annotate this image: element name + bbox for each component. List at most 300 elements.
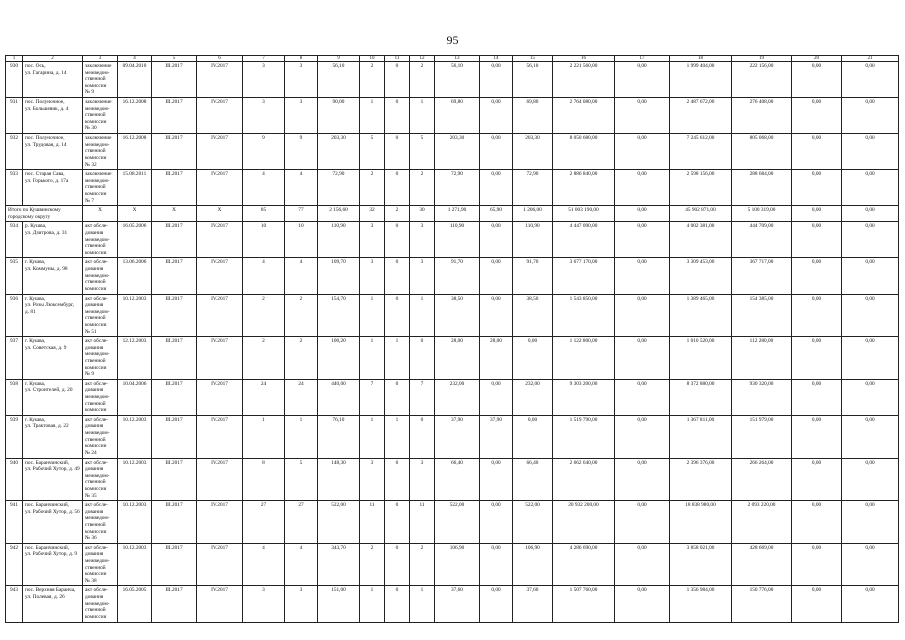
table-cell-c16: 8 050 680,00 <box>553 134 615 170</box>
table-cell-c8: 4 <box>285 170 318 206</box>
table-cell-c21: 0,00 <box>842 98 899 134</box>
table-cell-c17: 0,00 <box>615 62 670 98</box>
table-cell-c19: 428 669,00 <box>732 543 792 586</box>
column-number-cell: 5 <box>152 56 197 62</box>
table-cell-c7: 3 <box>243 62 285 98</box>
table-cell-date: 16.05.2005 <box>118 586 152 622</box>
table-cell-c6: IV.2017 <box>197 543 243 586</box>
table-cell-c19: 444 709,00 <box>732 222 792 258</box>
table-cell-c20: 0,00 <box>792 222 842 258</box>
table-cell-n: 943 <box>6 586 23 622</box>
table-cell-c9: 154,70 <box>318 294 360 337</box>
table-cell-c14: 0,00 <box>480 543 513 586</box>
table-cell-c19: 222 156,00 <box>732 62 792 98</box>
table-cell-n: 940 <box>6 458 23 501</box>
table-cell-c9: 56,10 <box>318 62 360 98</box>
column-number-cell: 13 <box>435 56 480 62</box>
table-cell-c6: IV.2017 <box>197 258 243 294</box>
table-cell-c19: 2 093 220,00 <box>732 501 792 544</box>
table-row <box>6 134 899 170</box>
table-cell-c12: 5 <box>410 134 435 170</box>
table-cell-c9: 522,00 <box>318 501 360 544</box>
table-cell-c9: 100,20 <box>318 337 360 380</box>
table-cell-n: 934 <box>6 222 23 258</box>
table-cell-c10: 3 <box>360 222 385 258</box>
table-cell-c19: 151 979,00 <box>732 415 792 458</box>
table-cell-c19: 266 264,00 <box>732 458 792 501</box>
table-cell-c16: 1 122 800,00 <box>553 337 615 380</box>
table-cell-basis: акт обсле- дования межведом- ственной комиссии № 38 <box>83 543 118 586</box>
table-cell-c7: 10 <box>243 222 285 258</box>
table-cell-c5: III.2017 <box>152 98 197 134</box>
total-cell-c9: 2 156,60 <box>318 206 360 222</box>
table-cell-c15: 91,70 <box>513 258 553 294</box>
table-cell-c11: 0 <box>385 62 410 98</box>
table-cell-c9: 203,30 <box>318 134 360 170</box>
table-cell-c11: 0 <box>385 543 410 586</box>
table-cell-c20: 0,00 <box>792 134 842 170</box>
table-cell-c15: 66,40 <box>513 458 553 501</box>
table-cell-c9: 76,10 <box>318 415 360 458</box>
table-cell-c16: 4 286 690,00 <box>553 543 615 586</box>
table-cell-c14: 0,00 <box>480 62 513 98</box>
table-cell-c11: 1 <box>385 337 410 380</box>
table-cell-c13: 37,60 <box>435 586 480 622</box>
table-cell-c19: 276 408,00 <box>732 98 792 134</box>
table-cell-basis: акт обсле- дования межведом- ственной комиссии <box>83 586 118 622</box>
table-cell-c13: 110,90 <box>435 222 480 258</box>
column-number-cell: 20 <box>792 56 842 62</box>
table-cell-c7: 4 <box>243 170 285 206</box>
table-cell-c9: 109,70 <box>318 258 360 294</box>
table-cell-c13: 72,90 <box>435 170 480 206</box>
table-cell-c7: 9 <box>243 134 285 170</box>
column-number-cell: 19 <box>732 56 792 62</box>
table-cell-c7: 24 <box>243 379 285 415</box>
table-cell-c8: 1 <box>285 415 318 458</box>
table-cell-c10: 5 <box>360 134 385 170</box>
table-cell-basis: акт обсле- дования межведом- ственной комиссии <box>83 379 118 415</box>
table-cell-c12: 3 <box>410 222 435 258</box>
table-cell-c5: III.2017 <box>152 586 197 622</box>
table-cell-addr: пос. Баранчинский, ул. Рабочий Хутор, д. 9 <box>23 543 83 586</box>
table-cell-date: 09.04.2010 <box>118 62 152 98</box>
table-cell-c9: 148,30 <box>318 458 360 501</box>
table-cell-c7: 3 <box>243 586 285 622</box>
table-cell-c6: IV.2017 <box>197 586 243 622</box>
table-cell-c15: 56,10 <box>513 62 553 98</box>
total-cell-c6: X <box>197 206 243 222</box>
column-number-cell: 3 <box>83 56 118 62</box>
table-row <box>6 337 899 380</box>
table-cell-c18: 3 858 021,00 <box>670 543 732 586</box>
table-cell-c8: 24 <box>285 379 318 415</box>
table-cell-c21: 0,00 <box>842 501 899 544</box>
table-row <box>6 543 899 586</box>
table-cell-c17: 0,00 <box>615 222 670 258</box>
table-cell-c18: 2 598 156,00 <box>670 170 732 206</box>
table-cell-date: 10.12.2003 <box>118 294 152 337</box>
total-cell-c11: 2 <box>385 206 410 222</box>
table-cell-c12: 2 <box>410 62 435 98</box>
table-cell-c6: IV.2017 <box>197 501 243 544</box>
table-cell-c6: IV.2017 <box>197 337 243 380</box>
table-cell-c13: 28,00 <box>435 337 480 380</box>
total-cell-c18: 45 902 871,00 <box>670 206 732 222</box>
table-cell-n: 938 <box>6 379 23 415</box>
table-cell-c21: 0,00 <box>842 170 899 206</box>
table-cell-c12: 11 <box>410 501 435 544</box>
table-cell-c18: 1 367 811,00 <box>670 415 732 458</box>
column-number-cell: 12 <box>410 56 435 62</box>
table-cell-addr: г. Кушва, ул. Трактовая, д. 22 <box>23 415 83 458</box>
table-cell-c17: 0,00 <box>615 134 670 170</box>
table-cell-c5: III.2017 <box>152 134 197 170</box>
table-cell-c15: 72,90 <box>513 170 553 206</box>
table-cell-basis: акт обсле- дования межведом- ственной комиссии № 36 <box>83 501 118 544</box>
table-cell-c20: 0,00 <box>792 415 842 458</box>
table-cell-n: 942 <box>6 543 23 586</box>
table-cell-c17: 0,00 <box>615 379 670 415</box>
table-cell-c21: 0,00 <box>842 258 899 294</box>
column-number-cell: 16 <box>553 56 615 62</box>
table-cell-c5: III.2017 <box>152 379 197 415</box>
table-cell-c21: 0,00 <box>842 337 899 380</box>
table-cell-c5: III.2017 <box>152 543 197 586</box>
table-cell-c11: 0 <box>385 98 410 134</box>
table-cell-c12: 2 <box>410 170 435 206</box>
table-cell-c19: 288 684,00 <box>732 170 792 206</box>
table-cell-c20: 0,00 <box>792 62 842 98</box>
table-cell-c21: 0,00 <box>842 415 899 458</box>
table-cell-date: 12.12.2003 <box>118 337 152 380</box>
table-cell-c21: 0,00 <box>842 294 899 337</box>
table-cell-c12: 1 <box>410 98 435 134</box>
table-cell-c18: 1 999 404,00 <box>670 62 732 98</box>
table-cell-c20: 0,00 <box>792 170 842 206</box>
table-cell-c13: 38,50 <box>435 294 480 337</box>
table-cell-c15: 0,00 <box>513 337 553 380</box>
table-cell-c12: 3 <box>410 258 435 294</box>
table-cell-c18: 7 245 612,00 <box>670 134 732 170</box>
table-cell-n: 932 <box>6 134 23 170</box>
table-cell-c18: 2 396 376,00 <box>670 458 732 501</box>
housing-table <box>5 55 899 623</box>
table-cell-c5: III.2017 <box>152 501 197 544</box>
table-cell-c16: 4 447 090,00 <box>553 222 615 258</box>
table-cell-c17: 0,00 <box>615 258 670 294</box>
column-number-cell: 18 <box>670 56 732 62</box>
column-number-cell: 11 <box>385 56 410 62</box>
table-cell-c18: 2 487 672,00 <box>670 98 732 134</box>
table-cell-c10: 1 <box>360 98 385 134</box>
table-cell-c11: 0 <box>385 458 410 501</box>
table-cell-c18: 4 002 381,00 <box>670 222 732 258</box>
table-cell-c7: 3 <box>243 98 285 134</box>
table-cell-c21: 0,00 <box>842 134 899 170</box>
table-cell-c15: 106,90 <box>513 543 553 586</box>
table-cell-c14: 0,00 <box>480 586 513 622</box>
table-cell-c16: 2 886 840,00 <box>553 170 615 206</box>
table-cell-n: 937 <box>6 337 23 380</box>
table-cell-c15: 38,50 <box>513 294 553 337</box>
column-number-cell: 15 <box>513 56 553 62</box>
column-number-cell: 10 <box>360 56 385 62</box>
table-cell-c10: 2 <box>360 62 385 98</box>
table-cell-c11: 0 <box>385 258 410 294</box>
table-cell-c13: 232,00 <box>435 379 480 415</box>
table-cell-c16: 9 303 200,00 <box>553 379 615 415</box>
table-cell-basis: акт обсле- дования межведом- ственной комиссии № 24 <box>83 415 118 458</box>
total-cell-c10: 32 <box>360 206 385 222</box>
column-number-cell: 14 <box>480 56 513 62</box>
table-cell-c8: 4 <box>285 258 318 294</box>
table-cell-c18: 1 010 520,00 <box>670 337 732 380</box>
table-cell-addr: пос. Баранчинский, ул. Рабочий Хутор, д. 49 <box>23 458 83 501</box>
table-cell-c16: 2 764 080,00 <box>553 98 615 134</box>
table-row <box>6 294 899 337</box>
column-number-cell: 7 <box>243 56 285 62</box>
table-cell-date: 15.08.2011 <box>118 170 152 206</box>
table-cell-c6: IV.2017 <box>197 170 243 206</box>
total-cell-c3: X <box>83 206 118 222</box>
table-cell-c8: 2 <box>285 337 318 380</box>
total-cell-c8: 77 <box>285 206 318 222</box>
table-cell-c8: 10 <box>285 222 318 258</box>
table-cell-date: 10.12.2003 <box>118 501 152 544</box>
table-cell-c12: 0 <box>410 415 435 458</box>
table-cell-c20: 0,00 <box>792 98 842 134</box>
table-cell-c14: 0,00 <box>480 222 513 258</box>
table-cell-c20: 0,00 <box>792 379 842 415</box>
table-cell-addr: пос. Баранчинский, ул. Рабочий Хутор, д. 56 <box>23 501 83 544</box>
table-cell-basis: заключение межведом- ственной комиссии № 9 <box>83 62 118 98</box>
table-cell-c11: 1 <box>385 415 410 458</box>
table-cell-c19: 150 776,00 <box>732 586 792 622</box>
table-cell-date: 10.12.2003 <box>118 543 152 586</box>
table-cell-n: 941 <box>6 501 23 544</box>
table-cell-date: 16.12.2008 <box>118 134 152 170</box>
table-cell-c10: 2 <box>360 170 385 206</box>
table-cell-basis: заключение межведом- ственной комиссии № 30 <box>83 98 118 134</box>
table-cell-c10: 2 <box>360 543 385 586</box>
table-cell-c8: 27 <box>285 501 318 544</box>
table-cell-c5: III.2017 <box>152 337 197 380</box>
table-cell-c13: 203,30 <box>435 134 480 170</box>
table-cell-c20: 0,00 <box>792 258 842 294</box>
table-cell-c6: IV.2017 <box>197 62 243 98</box>
table-cell-c11: 0 <box>385 170 410 206</box>
table-cell-c15: 203,30 <box>513 134 553 170</box>
table-cell-c19: 154 385,00 <box>732 294 792 337</box>
table-cell-c10: 1 <box>360 337 385 380</box>
table-cell-addr: пос. Старая Сава, ул. Горького, д. 17а <box>23 170 83 206</box>
table-cell-c12: 2 <box>410 543 435 586</box>
table-cell-c9: 110,90 <box>318 222 360 258</box>
table-cell-c19: 805 068,00 <box>732 134 792 170</box>
table-cell-c16: 20 932 200,00 <box>553 501 615 544</box>
total-cell-c4: X <box>118 206 152 222</box>
table-cell-c8: 3 <box>285 98 318 134</box>
table-cell-c14: 0,00 <box>480 294 513 337</box>
table-cell-c21: 0,00 <box>842 543 899 586</box>
table-cell-addr: пос. Верхняя Баранча, ул. Полевая, д. 26 <box>23 586 83 622</box>
table-cell-date: 16.12.2008 <box>118 98 152 134</box>
table-cell-c20: 0,00 <box>792 543 842 586</box>
table-cell-c19: 367 717,00 <box>732 258 792 294</box>
table-cell-c10: 3 <box>360 458 385 501</box>
table-cell-n: 930 <box>6 62 23 98</box>
table-cell-c17: 0,00 <box>615 98 670 134</box>
table-cell-c6: IV.2017 <box>197 98 243 134</box>
table-cell-c21: 0,00 <box>842 379 899 415</box>
table-cell-date: 13.06.2006 <box>118 258 152 294</box>
table-cell-c9: 151,00 <box>318 586 360 622</box>
total-cell-c17: 0,00 <box>615 206 670 222</box>
table-cell-c13: 69,80 <box>435 98 480 134</box>
column-number-cell: 1 <box>6 56 23 62</box>
table-cell-c12: 1 <box>410 586 435 622</box>
table-cell-c20: 0,00 <box>792 294 842 337</box>
table-cell-c11: 0 <box>385 294 410 337</box>
table-cell-addr: г. Кушва, ул. Коммуны, д. 98 <box>23 258 83 294</box>
table-cell-c11: 0 <box>385 586 410 622</box>
table-cell-c17: 0,00 <box>615 170 670 206</box>
table-cell-basis: акт обсле- дования межведом- ственной комиссии <box>83 222 118 258</box>
table-cell-c14: 0,00 <box>480 379 513 415</box>
table-cell-c6: IV.2017 <box>197 415 243 458</box>
table-cell-n: 935 <box>6 258 23 294</box>
table-cell-c19: 112 280,00 <box>732 337 792 380</box>
table-cell-c20: 0,00 <box>792 586 842 622</box>
table-cell-c14: 0,00 <box>480 258 513 294</box>
table-row <box>6 586 899 622</box>
table-cell-c17: 0,00 <box>615 501 670 544</box>
table-cell-c18: 8 372 880,00 <box>670 379 732 415</box>
table-cell-c6: IV.2017 <box>197 458 243 501</box>
table-cell-c17: 0,00 <box>615 337 670 380</box>
table-cell-c9: 72,90 <box>318 170 360 206</box>
table-cell-c15: 232,00 <box>513 379 553 415</box>
table-cell-c11: 0 <box>385 379 410 415</box>
table-cell-c8: 3 <box>285 62 318 98</box>
table-row <box>6 222 899 258</box>
table-cell-c18: 1 356 984,00 <box>670 586 732 622</box>
table-cell-addr: г. Кушва, ул. Розы Люксембург, д. 81 <box>23 294 83 337</box>
total-label: Итого по Кушвинскому городскому округу <box>6 206 83 222</box>
table-cell-c5: III.2017 <box>152 415 197 458</box>
page-number: 95 <box>446 33 459 47</box>
column-number-cell: 2 <box>23 56 83 62</box>
table-cell-c15: 522,00 <box>513 501 553 544</box>
table-cell-date: 10.04.2006 <box>118 379 152 415</box>
column-number-cell: 8 <box>285 56 318 62</box>
table-cell-c18: 18 838 980,00 <box>670 501 732 544</box>
table-cell-c10: 7 <box>360 379 385 415</box>
total-cell-c13: 1 271,90 <box>435 206 480 222</box>
table-row <box>6 62 899 98</box>
table-cell-c21: 0,00 <box>842 458 899 501</box>
table-cell-c5: III.2017 <box>152 258 197 294</box>
table-cell-c13: 522,00 <box>435 501 480 544</box>
table-cell-c13: 66,40 <box>435 458 480 501</box>
table-cell-c7: 4 <box>243 258 285 294</box>
table-cell-c6: IV.2017 <box>197 222 243 258</box>
table-cell-c11: 0 <box>385 134 410 170</box>
table-cell-basis: заключение межведом- ственной комиссии № 32 <box>83 134 118 170</box>
table-cell-basis: акт обсле- дования межведом- ственной комиссии № 51 <box>83 294 118 337</box>
table-cell-c16: 2 221 560,00 <box>553 62 615 98</box>
table-cell-c5: III.2017 <box>152 62 197 98</box>
total-cell-c12: 30 <box>410 206 435 222</box>
table-cell-c12: 1 <box>410 294 435 337</box>
table-cell-c12: 7 <box>410 379 435 415</box>
table-cell-c5: III.2017 <box>152 170 197 206</box>
table-cell-c9: 343,70 <box>318 543 360 586</box>
table-cell-c18: 1 389 465,00 <box>670 294 732 337</box>
table-cell-c12: 0 <box>410 337 435 380</box>
table-cell-c18: 3 309 453,00 <box>670 258 732 294</box>
table-cell-date: 10.12.2003 <box>118 415 152 458</box>
table-cell-n: 933 <box>6 170 23 206</box>
table-cell-c20: 0,00 <box>792 501 842 544</box>
table-cell-c6: IV.2017 <box>197 294 243 337</box>
table-cell-date: 16.05.2006 <box>118 222 152 258</box>
table-cell-c14: 0,00 <box>480 134 513 170</box>
column-number-cell: 17 <box>615 56 670 62</box>
table-cell-basis: акт обсле- дования межведом- ственной комиссии № 9 <box>83 337 118 380</box>
total-row <box>6 206 899 222</box>
total-cell-c20: 0,00 <box>792 206 842 222</box>
table-cell-c17: 0,00 <box>615 586 670 622</box>
table-cell-c17: 0,00 <box>615 415 670 458</box>
table-cell-c13: 106,90 <box>435 543 480 586</box>
table-cell-c13: 56,10 <box>435 62 480 98</box>
table-cell-date: 10.12.2003 <box>118 458 152 501</box>
table-cell-c5: III.2017 <box>152 458 197 501</box>
table-cell-c14: 0,00 <box>480 501 513 544</box>
table-cell-addr: р. Кушва, ул. Дзитрова, д. 31 <box>23 222 83 258</box>
table-cell-c9: 90,00 <box>318 98 360 134</box>
column-number-cell: 21 <box>842 56 899 62</box>
table-cell-c11: 0 <box>385 501 410 544</box>
table-cell-n: 939 <box>6 415 23 458</box>
table-cell-c7: 8 <box>243 458 285 501</box>
table-cell-addr: пос. Полуночное, ул. Трудовая, д. 14 <box>23 134 83 170</box>
table-cell-c21: 0,00 <box>842 222 899 258</box>
column-number-cell: 4 <box>118 56 152 62</box>
table-cell-c19: 930 320,00 <box>732 379 792 415</box>
table-cell-c17: 0,00 <box>615 543 670 586</box>
table-cell-c17: 0,00 <box>615 458 670 501</box>
table-cell-c7: 27 <box>243 501 285 544</box>
table-cell-c5: III.2017 <box>152 222 197 258</box>
table-cell-c7: 2 <box>243 294 285 337</box>
total-cell-c21: 0,00 <box>842 206 899 222</box>
table-row <box>6 458 899 501</box>
table-cell-addr: г. Кушва, ул. Строителей, д. 20 <box>23 379 83 415</box>
table-cell-basis: акт обсле- дования межведом- ственной комиссии № 35 <box>83 458 118 501</box>
table-cell-addr: пос. Ось, ул. Гагарина, д. 14 <box>23 62 83 98</box>
table-cell-c15: 0,00 <box>513 415 553 458</box>
table-cell-c10: 3 <box>360 258 385 294</box>
table-cell-c12: 3 <box>410 458 435 501</box>
table-cell-c20: 0,00 <box>792 337 842 380</box>
table-cell-c7: 2 <box>243 337 285 380</box>
table-row <box>6 379 899 415</box>
total-cell-c14: 65,90 <box>480 206 513 222</box>
table-row <box>6 415 899 458</box>
